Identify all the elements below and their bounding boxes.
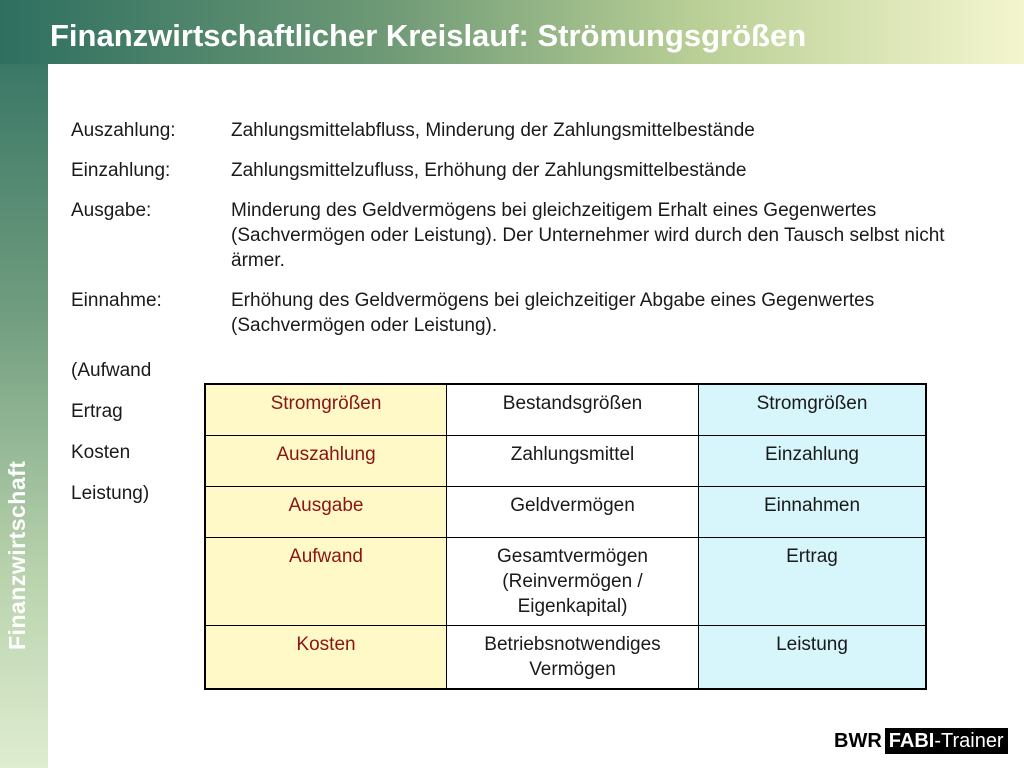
table-header-cell: Bestandsgrößen bbox=[447, 384, 699, 436]
table-header-cell: Stromgrößen bbox=[699, 384, 927, 436]
table-cell: Betriebsnotwendiges Vermögen bbox=[447, 626, 699, 690]
table-header-cell: Stromgrößen bbox=[205, 384, 447, 436]
flow-stock-table bbox=[204, 383, 927, 690]
definition-text: Zahlungsmittelzufluss, Erhöhung der Zahlungsmittelbestände bbox=[231, 160, 747, 181]
table-row bbox=[205, 436, 926, 487]
paren-item: Ertrag bbox=[71, 401, 123, 422]
definition-term: Auszahlung: bbox=[71, 120, 176, 141]
table-cell: Aufwand bbox=[205, 538, 447, 626]
logo-fabi-box bbox=[885, 728, 1008, 754]
table-header-row bbox=[205, 384, 926, 436]
title-bar bbox=[0, 0, 1024, 64]
paren-item: Leistung) bbox=[71, 483, 150, 504]
page-title: Finanzwirtschaftlicher Kreislauf: Strömungsgrößen bbox=[50, 18, 807, 53]
table-cell: Gesamtvermögen (Reinvermögen / Eigenkapital) bbox=[447, 538, 699, 626]
definition-row bbox=[71, 198, 951, 273]
definition-row bbox=[71, 288, 951, 338]
bwr-fabi-trainer-logo bbox=[834, 728, 1008, 754]
parenthetical-list bbox=[71, 358, 151, 522]
side-label: Finanzwirtschaft bbox=[4, 460, 30, 650]
definition-term: Einzahlung: bbox=[71, 160, 171, 181]
logo-trainer-text: -Trainer bbox=[934, 730, 1004, 752]
definition-text: Erhöhung des Geldvermögens bei gleichzeitiger Abgabe eines Gegenwertes (Sachvermögen oder Leistung). bbox=[231, 290, 875, 336]
definition-term: Einnahme: bbox=[71, 290, 162, 311]
table-row bbox=[205, 487, 926, 538]
table-cell: Einzahlung bbox=[699, 436, 927, 487]
definition-text: Zahlungsmittelabfluss, Minderung der Zahlungsmittelbestände bbox=[231, 120, 755, 141]
paren-item: Kosten bbox=[71, 442, 131, 463]
left-side-bar bbox=[0, 0, 48, 768]
table-row bbox=[205, 626, 926, 690]
table-cell: Kosten bbox=[205, 626, 447, 690]
logo-fabi-text: FABI bbox=[888, 730, 935, 752]
table-cell: Einnahmen bbox=[699, 487, 927, 538]
table-row bbox=[205, 538, 926, 626]
table-cell: Ertrag bbox=[699, 538, 927, 626]
table-cell: Leistung bbox=[699, 626, 927, 690]
paren-item: (Aufwand bbox=[71, 360, 152, 381]
definition-row bbox=[71, 118, 951, 143]
definition-row bbox=[71, 158, 951, 183]
definition-text: Minderung des Geldvermögens bei gleichzeitigem Erhalt eines Gegenwertes (Sachvermögen oder Leistung). Der Unternehmer wird durch den Tausch selbst nicht ärmer. bbox=[231, 200, 945, 271]
table-cell: Auszahlung bbox=[205, 436, 447, 487]
logo-bwr-text: BWR bbox=[834, 729, 882, 752]
definition-term: Ausgabe: bbox=[71, 200, 152, 221]
table-cell: Zahlungsmittel bbox=[447, 436, 699, 487]
table-cell: Ausgabe bbox=[205, 487, 447, 538]
table-cell: Geldvermögen bbox=[447, 487, 699, 538]
definitions-list bbox=[71, 118, 951, 353]
